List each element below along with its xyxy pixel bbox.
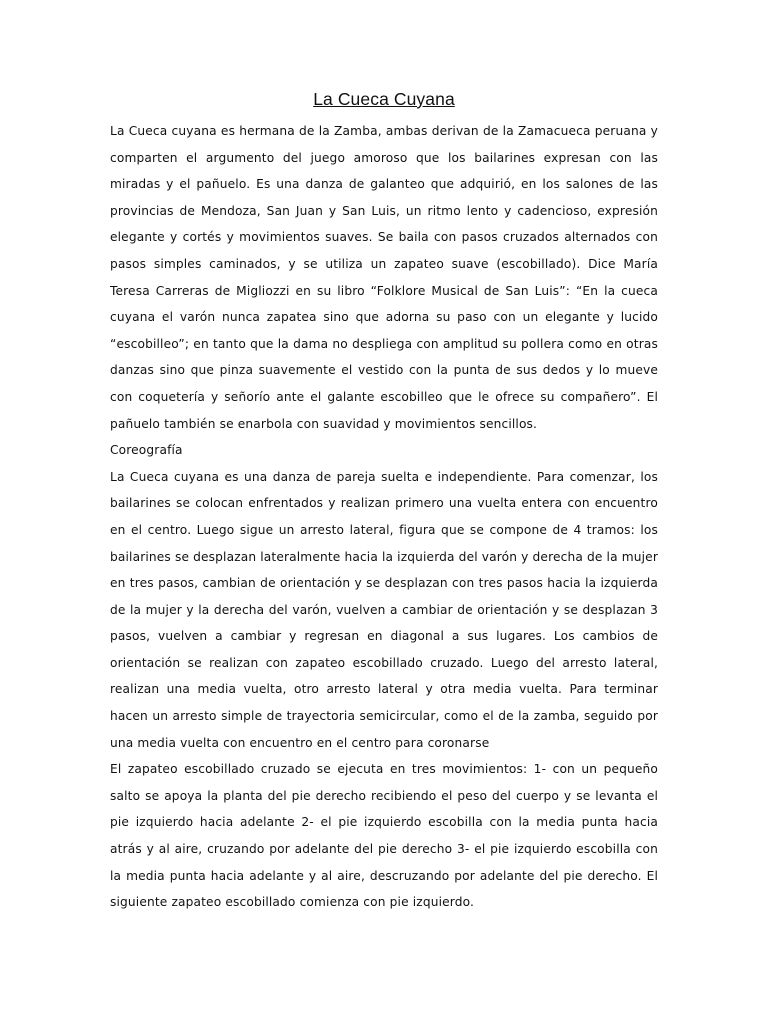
section-heading-coreografia: Coreografía [110, 443, 183, 458]
document-body [110, 88, 658, 916]
document-title: La Cueca Cuyana [313, 89, 455, 109]
intro-paragraph: La Cueca cuyana es hermana de la Zamba, ambas derivan de la Zamacueca peruana y comparten el argumento del juego amoroso que los bailarines expresan con las miradas y el pañuelo. Es una danza de galanteo que adquirió, en los salones de las provincias de Mendoza, San Juan y San Luis, un ritmo lento y cadencioso, expresión elegante y cortés y movimientos suaves. Se baila con pasos cruzados alternados con pasos simples caminados, y se utiliza un zapateo suave (escobillado). Dice María Teresa Carreras de Migliozzi en su libro “Folklore Musical de San Luis”: “En la cueca cuyana el varón nunca zapatea sino que adorna su paso con un elegante y lucido “escobilleo”; en tanto que la dama no despliega con amplitud su pollera como en otras danzas sino que pinza suavemente el vestido con la punta de sus dedos y lo mueve con coquetería y señorío ante el galante escobilleo que le ofrece su compañero”. El pañuelo también se enarbola con suavidad y movimientos sencillos. [110, 124, 658, 431]
zapateo-paragraph: El zapateo escobillado cruzado se ejecuta en tres movimientos: 1- con un pequeño salto se apoya la planta del pie derecho recibiendo el peso del cuerpo y se levanta el pie izquierdo hacia adelante 2- el pie izquierdo escobilla con la media punta hacia atrás y al aire, cruzando por adelante del pie derecho 3- el pie izquierdo escobilla con la media punta hacia adelante y al aire, descruzando por adelante del pie derecho. El siguiente zapateo escobillado comienza con pie izquierdo. [110, 762, 658, 910]
choreography-paragraph: La Cueca cuyana es una danza de pareja suelta e independiente. Para comenzar, los bailarines se colocan enfrentados y realizan primero una vuelta entera con encuentro en el centro. Luego sigue un arresto lateral, figura que se compone de 4 tramos: los bailarines se desplazan lateralmente hacia la izquierda del varón y derecha de la mujer en tres pasos, cambian de orientación y se desplazan con tres pasos hacia la izquierda de la mujer y la derecha del varón, vuelven a cambiar de orientación y se desplazan 3 pasos, vuelven a cambiar y regresan en diagonal a sus lugares. Los cambios de orientación se realizan con zapateo escobillado cruzado. Luego del arresto lateral, realizan una media vuelta, otro arresto lateral y otra media vuelta. Para terminar hacen un arresto simple de trayectoria semicircular, como el de la zamba, seguido por una media vuelta con encuentro en el centro para coronarse [110, 469, 658, 750]
